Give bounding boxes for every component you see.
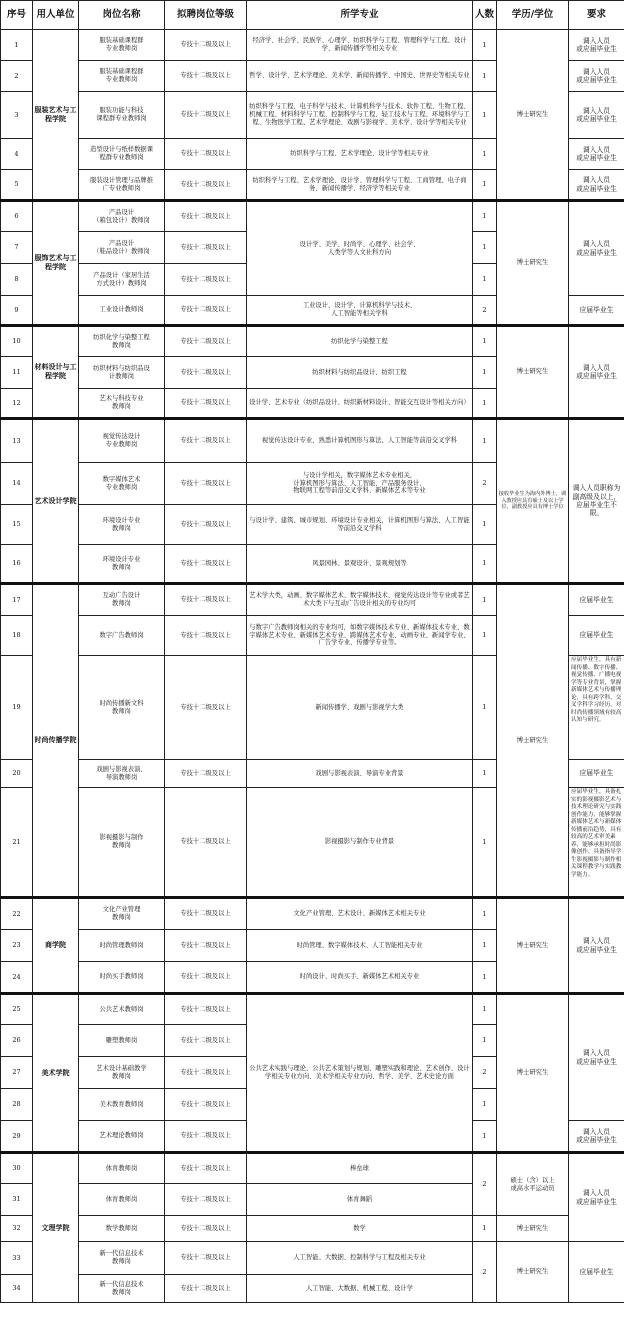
unit-cell: 服装艺术与工程学院 bbox=[33, 30, 79, 201]
row-no: 31 bbox=[1, 1184, 33, 1216]
unit-cell: 时尚传播学院 bbox=[33, 584, 79, 898]
row-no: 28 bbox=[1, 1089, 33, 1121]
edu-cell: 博士研究生 bbox=[497, 584, 569, 898]
row-no: 23 bbox=[1, 930, 33, 962]
count-cell: 1 bbox=[473, 264, 497, 296]
unit-cell: 文理学院 bbox=[33, 1153, 79, 1303]
row-no: 22 bbox=[1, 898, 33, 930]
table-row bbox=[1, 326, 624, 357]
count-cell: 1 bbox=[473, 788, 497, 898]
position-cell: 视觉传达设计 专业教师岗 bbox=[79, 419, 165, 463]
req-cell: 调入人员 或应届毕业生 bbox=[569, 898, 624, 994]
level-cell: 专技十二级及以上 bbox=[165, 1057, 247, 1089]
edu-cell: 博士研究生 bbox=[497, 30, 569, 201]
position-cell: 产品设计（家居生活 方式设计）教师岗 bbox=[79, 264, 165, 296]
count-cell: 2 bbox=[473, 296, 497, 326]
table-row bbox=[1, 1242, 624, 1275]
req-cell: 应届毕业生 bbox=[569, 1242, 624, 1303]
count-cell: 1 bbox=[473, 201, 497, 232]
level-cell: 专技十二级及以上 bbox=[165, 962, 247, 994]
major-cell: 纺织材料与纺织品设计、纺织工程 bbox=[247, 357, 473, 389]
level-cell: 专技十二级及以上 bbox=[165, 930, 247, 962]
level-cell: 专技十二级及以上 bbox=[165, 463, 247, 505]
position-cell: 艺术设计基础教学 教师岗 bbox=[79, 1057, 165, 1089]
count-cell: 1 bbox=[473, 1216, 497, 1242]
level-cell: 专技十二级及以上 bbox=[165, 139, 247, 170]
position-cell: 纺织材料与纺织品设 计教师岗 bbox=[79, 357, 165, 389]
req-cell: 调入人员 或应届毕业生 bbox=[569, 1153, 624, 1242]
row-no: 19 bbox=[1, 656, 33, 760]
count-cell: 1 bbox=[473, 898, 497, 930]
level-cell: 专技十二级及以上 bbox=[165, 357, 247, 389]
edu-cell: 博士研究生 bbox=[497, 994, 569, 1153]
level-cell: 专技十二级及以上 bbox=[165, 1242, 247, 1275]
edu-cell: 博士研究生 bbox=[497, 1242, 569, 1303]
position-cell: 新一代信息技术 教师岗 bbox=[79, 1275, 165, 1303]
major-cell: 新闻传播学、戏剧与影视学大类 bbox=[247, 656, 473, 760]
table-row bbox=[1, 1216, 624, 1242]
unit-cell: 服饰艺术与工程学院 bbox=[33, 201, 79, 326]
count-cell: 1 bbox=[473, 1089, 497, 1121]
table-row bbox=[1, 1153, 624, 1184]
level-cell: 专技十二级及以上 bbox=[165, 30, 247, 61]
row-no: 11 bbox=[1, 357, 33, 389]
header-count: 人数 bbox=[473, 1, 497, 30]
req-cell: 应届毕业生，具备扎实的影视摄影艺术与技术理论研究与实践创作能力，能够掌握新媒体艺术与新媒体传播前沿趋势，具有较高的艺术审美素养，能够承担时尚影像创作、具备指导学生影视摄影与制作相关课程教学与实践教学能力。 bbox=[569, 788, 624, 898]
level-cell: 专技十二级及以上 bbox=[165, 760, 247, 788]
req-cell: 应届毕业生，具有新闻传播、数字传播、视觉传播、广播电视学等专业背景，掌握新媒体艺术与传播理论，具有跨学科、交叉学科学习经历，对时尚传播领域有较高认知与研究。 bbox=[569, 656, 624, 760]
req-cell: 调入人员 或应届毕业生 bbox=[569, 30, 624, 61]
position-cell: 时尚传播新文科 教师岗 bbox=[79, 656, 165, 760]
count-cell: 1 bbox=[473, 545, 497, 584]
level-cell: 专技十二级及以上 bbox=[165, 1184, 247, 1216]
level-cell: 专技十二级及以上 bbox=[165, 788, 247, 898]
req-cell: 调入人员 或应届毕业生 bbox=[569, 170, 624, 201]
position-cell: 雕塑教师岗 bbox=[79, 1025, 165, 1057]
header-no: 序号 bbox=[1, 1, 33, 30]
position-cell: 服装基础课程群 专业教师岗 bbox=[79, 30, 165, 61]
level-cell: 专技十二级及以上 bbox=[165, 1089, 247, 1121]
level-cell: 专技十二级及以上 bbox=[165, 296, 247, 326]
count-cell: 1 bbox=[473, 357, 497, 389]
req-cell: 调入人员 或应届毕业生 bbox=[569, 994, 624, 1121]
level-cell: 专技十二级及以上 bbox=[165, 389, 247, 419]
table-row bbox=[1, 30, 624, 61]
position-cell: 产品设计 （箱包设计）教师岗 bbox=[79, 201, 165, 232]
count-cell: 1 bbox=[473, 419, 497, 463]
level-cell: 专技十二级及以上 bbox=[165, 656, 247, 760]
row-no: 17 bbox=[1, 584, 33, 616]
position-cell: 美术教育教师岗 bbox=[79, 1089, 165, 1121]
row-no: 7 bbox=[1, 232, 33, 264]
req-cell: 调入人员 或应届毕业生 bbox=[569, 1121, 624, 1153]
count-cell: 2 bbox=[473, 1057, 497, 1089]
row-no: 6 bbox=[1, 201, 33, 232]
req-cell: 应届毕业生 bbox=[569, 616, 624, 656]
major-cell: 与数字广告教师岗相关的专业均可，如数字媒体技术专业、新媒体技术专业、数字媒体艺术专业、新媒体艺术专业、跨媒体艺术专业、动画专业、新闻学专业、广告学专业、传播学专业等。 bbox=[247, 616, 473, 656]
req-cell: 应届毕业生 bbox=[569, 760, 624, 788]
edu-cell: 接收毕业生为海内外博士，调入教授应具有硕士及以上学位，副教授应具有博士学位 bbox=[497, 419, 569, 584]
major-cell: 纺织化学与染整工程 bbox=[247, 326, 473, 357]
count-cell: 1 bbox=[473, 30, 497, 61]
count-cell: 1 bbox=[473, 61, 497, 92]
count-cell: 1 bbox=[473, 170, 497, 201]
major-cell: 公共艺术实践与理论、公共艺术策划与规划、雕塑实践和理论、艺术创作、设计学相关专业方向、美术学相关专业方向、哲学、美学、艺术史论方面 bbox=[247, 994, 473, 1153]
major-cell: 纺织科学与工程、艺术学理论、设计学、管理科学与工程、工商管理、电子商务、新闻传播学、经济学等相关专业 bbox=[247, 170, 473, 201]
position-cell: 新一代信息技术 教师岗 bbox=[79, 1242, 165, 1275]
count-cell: 1 bbox=[473, 930, 497, 962]
major-cell: 数学 bbox=[247, 1216, 473, 1242]
major-cell: 纺织科学与工程、电子科学与技术、计算机科学与技术、软件工程、生物工程、机械工程、材料科学与工程、控制科学与工程、轻工技术与工程、环境科学与工程、生物医学工程、艺术学理论、戏剧与影视学、美术学、设计学等相关专业 bbox=[247, 92, 473, 139]
level-cell: 专技十二级及以上 bbox=[165, 1216, 247, 1242]
count-cell: 1 bbox=[473, 139, 497, 170]
position-cell: 时尚管理教师岗 bbox=[79, 930, 165, 962]
major-cell: 设计学、美学、时尚学、心理学、社会学、 人类学等人文社科方向 bbox=[247, 201, 473, 296]
major-cell: 与设计学、建筑、城市规划、环境设计专业相关，计算机图形与算法、人工智能等前沿交叉学科 bbox=[247, 505, 473, 545]
table-row bbox=[1, 419, 624, 463]
req-cell: 调入人员职称为副高级及以上，应届毕业生不限。 bbox=[569, 419, 624, 584]
table-row bbox=[1, 201, 624, 232]
position-cell: 互动广告设计 教师岗 bbox=[79, 584, 165, 616]
edu-cell: 硕士（含）以上 或高水平运动员 bbox=[497, 1153, 569, 1216]
position-cell: 纺织化学与染整工程 教师岗 bbox=[79, 326, 165, 357]
level-cell: 专技十二级及以上 bbox=[165, 584, 247, 616]
position-cell: 时尚买手教师岗 bbox=[79, 962, 165, 994]
position-cell: 公共艺术教师岗 bbox=[79, 994, 165, 1025]
row-no: 20 bbox=[1, 760, 33, 788]
position-cell: 体育教师岗 bbox=[79, 1184, 165, 1216]
row-no: 3 bbox=[1, 92, 33, 139]
row-no: 21 bbox=[1, 788, 33, 898]
req-cell: 调入人员 或应届毕业生 bbox=[569, 139, 624, 170]
row-no: 26 bbox=[1, 1025, 33, 1057]
position-cell: 环境设计专业 教师岗 bbox=[79, 505, 165, 545]
position-cell: 数学教师岗 bbox=[79, 1216, 165, 1242]
row-no: 9 bbox=[1, 296, 33, 326]
row-no: 29 bbox=[1, 1121, 33, 1153]
row-no: 4 bbox=[1, 139, 33, 170]
req-cell: 调入人员 或应届毕业生 bbox=[569, 92, 624, 139]
position-cell: 服装设计管理与品牌推 广专业教师岗 bbox=[79, 170, 165, 201]
position-cell: 数字广告教师岗 bbox=[79, 616, 165, 656]
row-no: 2 bbox=[1, 61, 33, 92]
row-no: 24 bbox=[1, 962, 33, 994]
level-cell: 专技十二级及以上 bbox=[165, 326, 247, 357]
count-cell: 1 bbox=[473, 326, 497, 357]
major-cell: 工业设计、设计学、计算机科学与技术、 人工智能等相关学科 bbox=[247, 296, 473, 326]
position-cell: 产品设计 （鞋品设计）教师岗 bbox=[79, 232, 165, 264]
major-cell: 戏剧与影视表演、导演专业背景 bbox=[247, 760, 473, 788]
level-cell: 专技十二级及以上 bbox=[165, 419, 247, 463]
level-cell: 专技十二级及以上 bbox=[165, 92, 247, 139]
row-no: 33 bbox=[1, 1242, 33, 1275]
req-cell: 调入人员 或应届毕业生 bbox=[569, 201, 624, 296]
count-cell: 1 bbox=[473, 232, 497, 264]
count-cell: 1 bbox=[473, 994, 497, 1025]
header-req: 要求 bbox=[569, 1, 624, 30]
count-cell: 2 bbox=[473, 1242, 497, 1303]
unit-cell: 材料设计与工程学院 bbox=[33, 326, 79, 419]
position-cell: 影视摄影与制作 教师岗 bbox=[79, 788, 165, 898]
row-no: 25 bbox=[1, 994, 33, 1025]
level-cell: 专技十二级及以上 bbox=[165, 898, 247, 930]
edu-cell: 博士研究生 bbox=[497, 201, 569, 326]
count-cell: 2 bbox=[473, 463, 497, 505]
major-cell: 艺术学大类，动画、数字媒体艺术、数字媒体技术、视觉传达设计等专业或者艺术大类下与互动广告设计相关的专业均可 bbox=[247, 584, 473, 616]
unit-cell: 艺术设计学院 bbox=[33, 419, 79, 584]
count-cell: 1 bbox=[473, 760, 497, 788]
header-level: 拟聘岗位等级 bbox=[165, 1, 247, 30]
table-row bbox=[1, 584, 624, 616]
count-cell: 1 bbox=[473, 584, 497, 616]
count-cell: 1 bbox=[473, 616, 497, 656]
position-cell: 环境设计专业 教师岗 bbox=[79, 545, 165, 584]
count-cell: 1 bbox=[473, 656, 497, 760]
level-cell: 专技十二级及以上 bbox=[165, 616, 247, 656]
position-cell: 体育教师岗 bbox=[79, 1153, 165, 1184]
position-cell: 艺术与科技专业 教师岗 bbox=[79, 389, 165, 419]
level-cell: 专技十二级及以上 bbox=[165, 994, 247, 1025]
level-cell: 专技十二级及以上 bbox=[165, 232, 247, 264]
table-row bbox=[1, 898, 624, 930]
req-cell: 调入人员 或应届毕业生 bbox=[569, 326, 624, 419]
row-no: 30 bbox=[1, 1153, 33, 1184]
req-cell: 应届毕业生 bbox=[569, 296, 624, 326]
row-no: 27 bbox=[1, 1057, 33, 1089]
position-cell: 服装基础课程群 专业教师岗 bbox=[79, 61, 165, 92]
level-cell: 专技十二级及以上 bbox=[165, 1025, 247, 1057]
count-cell: 1 bbox=[473, 389, 497, 419]
row-no: 34 bbox=[1, 1275, 33, 1303]
count-cell: 1 bbox=[473, 92, 497, 139]
position-cell: 数字媒体艺术 专业教师岗 bbox=[79, 463, 165, 505]
edu-cell: 博士研究生 bbox=[497, 326, 569, 419]
row-no: 14 bbox=[1, 463, 33, 505]
row-no: 16 bbox=[1, 545, 33, 584]
major-cell: 设计学、艺术专业（纺织品设计、纺织新材料设计、智能交互设计等相关方向） bbox=[247, 389, 473, 419]
major-cell: 影视摄影与制作专业背景 bbox=[247, 788, 473, 898]
position-cell: 造型设计与纸样数据课 程群专业教师岗 bbox=[79, 139, 165, 170]
edu-cell: 博士研究生 bbox=[497, 898, 569, 994]
row-no: 32 bbox=[1, 1216, 33, 1242]
row-no: 1 bbox=[1, 30, 33, 61]
major-cell: 时尚管理、数字媒体技术、人工智能相关专业 bbox=[247, 930, 473, 962]
position-cell: 戏剧与影视表演、 导演教师岗 bbox=[79, 760, 165, 788]
header-row bbox=[1, 1, 624, 30]
major-cell: 视觉传达设计专业，熟悉计算机图形与算法、人工智能等前沿交叉学科 bbox=[247, 419, 473, 463]
row-no: 13 bbox=[1, 419, 33, 463]
header-unit: 用人单位 bbox=[33, 1, 79, 30]
level-cell: 专技十二级及以上 bbox=[165, 170, 247, 201]
major-cell: 哲学、设计学、艺术学理论、美术学、新闻传播学、中国史、世界史等相关专业 bbox=[247, 61, 473, 92]
row-no: 12 bbox=[1, 389, 33, 419]
major-cell: 与设计学相关，数字媒体艺术专业相关， 计算机图形与算法、人工智能、产品服务设计、 物联网工程等前沿交叉学科、新媒体艺术等专业 bbox=[247, 463, 473, 505]
row-no: 5 bbox=[1, 170, 33, 201]
level-cell: 专技十二级及以上 bbox=[165, 545, 247, 584]
req-cell: 应届毕业生 bbox=[569, 584, 624, 616]
count-cell: 2 bbox=[473, 1153, 497, 1216]
major-cell: 经济学、社会学、民族学、心理学、纺织科学与工程、管理科学与工程、设计学、新闻传播学等相关专业 bbox=[247, 30, 473, 61]
level-cell: 专技十二级及以上 bbox=[165, 264, 247, 296]
major-cell: 体育舞蹈 bbox=[247, 1184, 473, 1216]
major-cell: 时尚设计、时尚买手、新媒体艺术相关专业 bbox=[247, 962, 473, 994]
header-major: 所学专业 bbox=[247, 1, 473, 30]
position-cell: 服装功能与科技 课程群专业教师岗 bbox=[79, 92, 165, 139]
level-cell: 专技十二级及以上 bbox=[165, 61, 247, 92]
level-cell: 专技十二级及以上 bbox=[165, 1275, 247, 1303]
level-cell: 专技十二级及以上 bbox=[165, 1153, 247, 1184]
level-cell: 专技十二级及以上 bbox=[165, 505, 247, 545]
header-position: 岗位名称 bbox=[79, 1, 165, 30]
major-cell: 纺织科学与工程、艺术学理论、设计学等相关专业 bbox=[247, 139, 473, 170]
major-cell: 人工智能、大数据、机械工程、设计学 bbox=[247, 1275, 473, 1303]
position-cell: 工业设计教师岗 bbox=[79, 296, 165, 326]
count-cell: 1 bbox=[473, 505, 497, 545]
req-cell: 调入人员 或应届毕业生 bbox=[569, 61, 624, 92]
table-row bbox=[1, 994, 624, 1025]
major-cell: 风景园林、景观设计、景观规划等 bbox=[247, 545, 473, 584]
row-no: 10 bbox=[1, 326, 33, 357]
unit-cell: 美术学院 bbox=[33, 994, 79, 1153]
count-cell: 1 bbox=[473, 1121, 497, 1153]
level-cell: 专技十二级及以上 bbox=[165, 1121, 247, 1153]
count-cell: 1 bbox=[473, 962, 497, 994]
row-no: 15 bbox=[1, 505, 33, 545]
count-cell: 1 bbox=[473, 1025, 497, 1057]
row-no: 18 bbox=[1, 616, 33, 656]
major-cell: 人工智能、大数据、控制科学与工程及相关专业 bbox=[247, 1242, 473, 1275]
position-cell: 艺术理论教师岗 bbox=[79, 1121, 165, 1153]
major-cell: 棒垒球 bbox=[247, 1153, 473, 1184]
position-cell: 文化产业管理 教师岗 bbox=[79, 898, 165, 930]
row-no: 8 bbox=[1, 264, 33, 296]
major-cell: 文化产业管理、艺术设计、新媒体艺术相关专业 bbox=[247, 898, 473, 930]
header-edu: 学历/学位 bbox=[497, 1, 569, 30]
unit-cell: 商学院 bbox=[33, 898, 79, 994]
level-cell: 专技十二级及以上 bbox=[165, 201, 247, 232]
edu-cell: 博士研究生 bbox=[497, 1216, 569, 1242]
